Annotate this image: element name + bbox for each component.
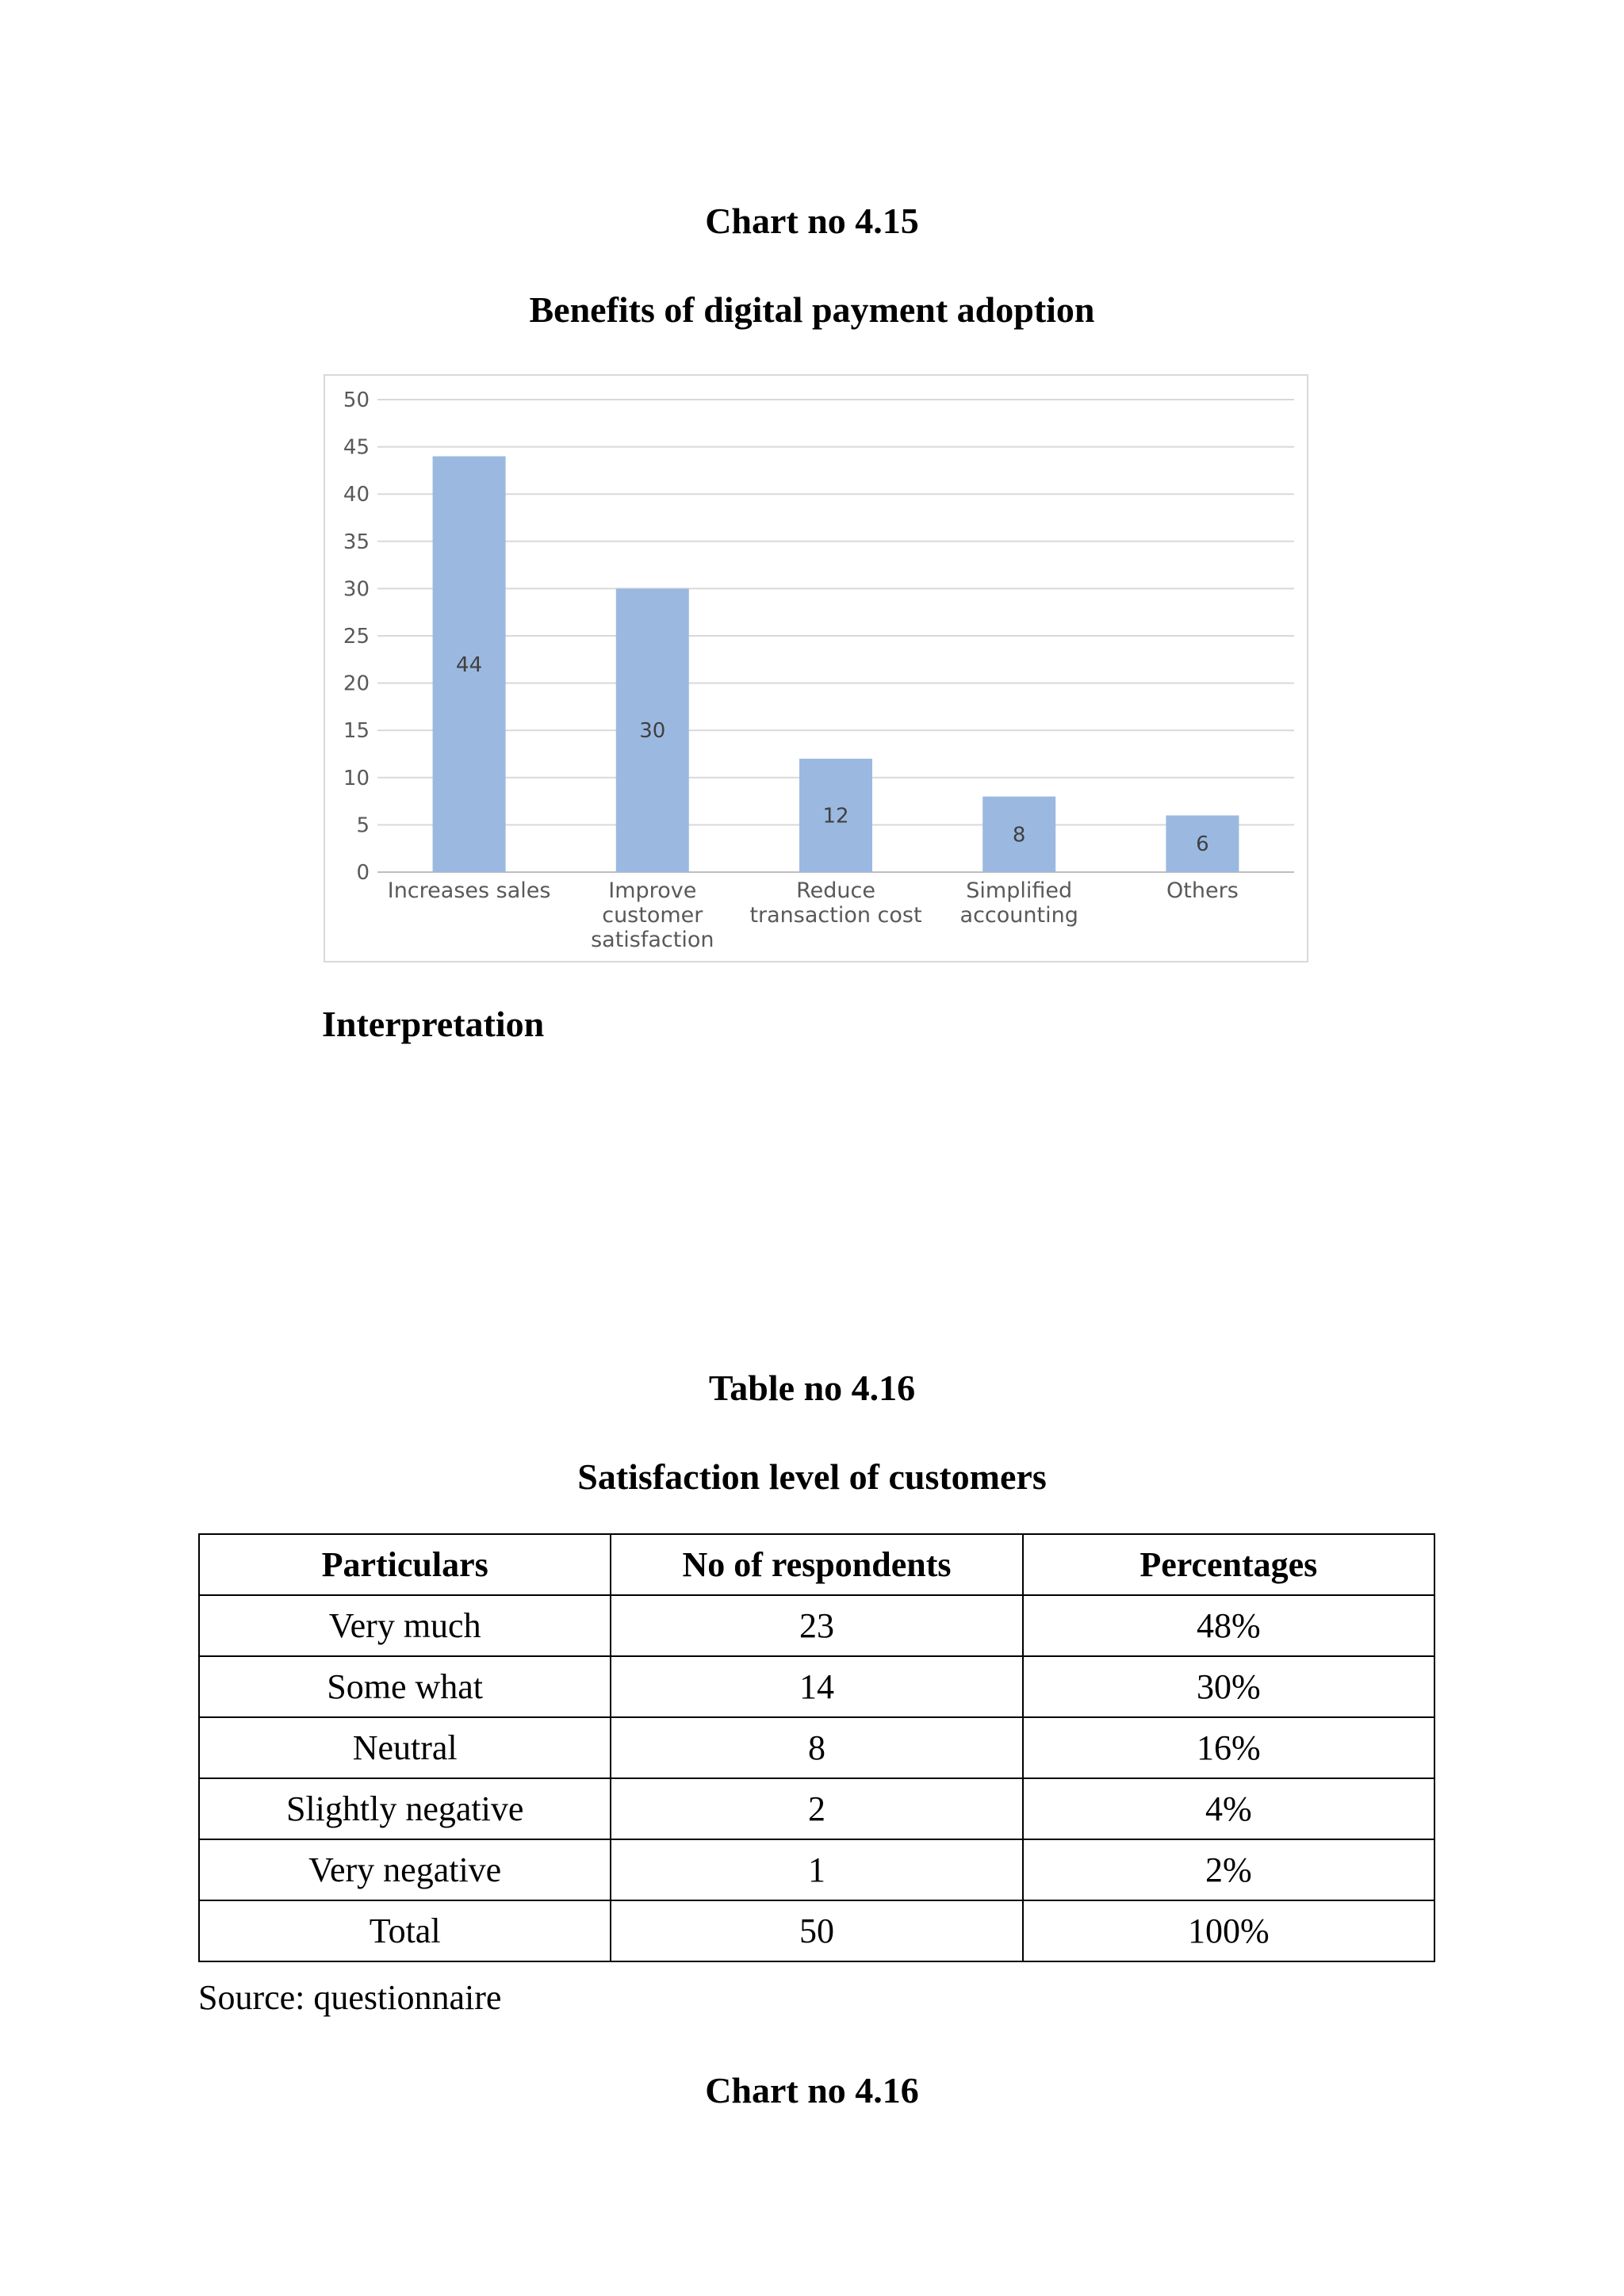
y-tick-label: 30: [343, 577, 370, 602]
table-cell: Some what: [199, 1656, 611, 1717]
y-tick-label: 10: [343, 766, 370, 790]
table-cell: 2: [611, 1778, 1022, 1839]
table-cell: Total: [199, 1900, 611, 1961]
data-label: 44: [456, 652, 483, 677]
y-tick-label: 15: [343, 719, 370, 744]
table-heading: Table no 4.16: [708, 1368, 916, 1408]
table-header-row: [199, 1534, 1434, 1595]
table-row: [199, 1595, 1434, 1656]
y-tick-label: 45: [343, 435, 370, 460]
table-cell: 16%: [1023, 1717, 1434, 1778]
table-source: Source: questionnaire: [198, 1978, 502, 2017]
table-cell: 8: [611, 1717, 1022, 1778]
table-row: [199, 1839, 1434, 1900]
table-cell: Slightly negative: [199, 1778, 611, 1839]
table-cell: 2%: [1023, 1839, 1434, 1900]
table-cell: 23: [611, 1595, 1022, 1656]
y-tick-label: 35: [343, 530, 370, 554]
table-row: [199, 1656, 1434, 1717]
y-tick-label: 0: [356, 861, 370, 885]
table-cell: 30%: [1023, 1656, 1434, 1717]
table-header-cell: Particulars: [199, 1534, 611, 1595]
table-cell: 48%: [1023, 1595, 1434, 1656]
table-cell: Very much: [199, 1595, 611, 1656]
data-label: 12: [822, 804, 849, 828]
x-tick-label: Increases sales: [387, 878, 551, 903]
x-tick-label: Improve: [608, 878, 697, 903]
data-label: 6: [1196, 832, 1209, 857]
x-tick-label: Reduce: [796, 878, 875, 903]
y-tick-label: 20: [343, 672, 370, 696]
x-tick-label: customer: [602, 903, 703, 928]
table-cell: 1: [611, 1839, 1022, 1900]
table-title: Satisfaction level of customers: [577, 1456, 1047, 1497]
table-header-cell: No of respondents: [611, 1534, 1022, 1595]
table-cell: 50: [611, 1900, 1022, 1961]
x-tick-label: accounting: [959, 903, 1078, 928]
y-tick-label: 40: [343, 483, 370, 507]
x-tick-label: Simplified: [966, 878, 1073, 903]
bar-chart: [324, 374, 1308, 962]
table-row: [199, 1717, 1434, 1778]
chart-heading: Chart no 4.15: [705, 201, 919, 241]
table-row-total: [199, 1900, 1434, 1961]
table-cell: 4%: [1023, 1778, 1434, 1839]
next-chart-heading: Chart no 4.16: [705, 2070, 919, 2110]
table-header-cell: Percentages: [1023, 1534, 1434, 1595]
satisfaction-table: [198, 1533, 1435, 1962]
y-tick-label: 5: [356, 813, 370, 838]
x-tick-label: Others: [1166, 878, 1239, 903]
interpretation-heading: Interpretation: [322, 1004, 545, 1044]
y-tick-label: 25: [343, 625, 370, 649]
x-tick-label: satisfaction: [591, 928, 714, 952]
chart-title: Benefits of digital payment adoption: [529, 289, 1095, 330]
table-cell: 100%: [1023, 1900, 1434, 1961]
table-row: [199, 1778, 1434, 1839]
table-cell: Very negative: [199, 1839, 611, 1900]
bar-chart-svg: [325, 376, 1310, 964]
x-tick-label: transaction cost: [749, 903, 922, 928]
table-cell: Neutral: [199, 1717, 611, 1778]
data-label: 30: [639, 719, 666, 744]
y-tick-label: 50: [343, 388, 370, 412]
table-cell: 14: [611, 1656, 1022, 1717]
data-label: 8: [1012, 823, 1026, 848]
